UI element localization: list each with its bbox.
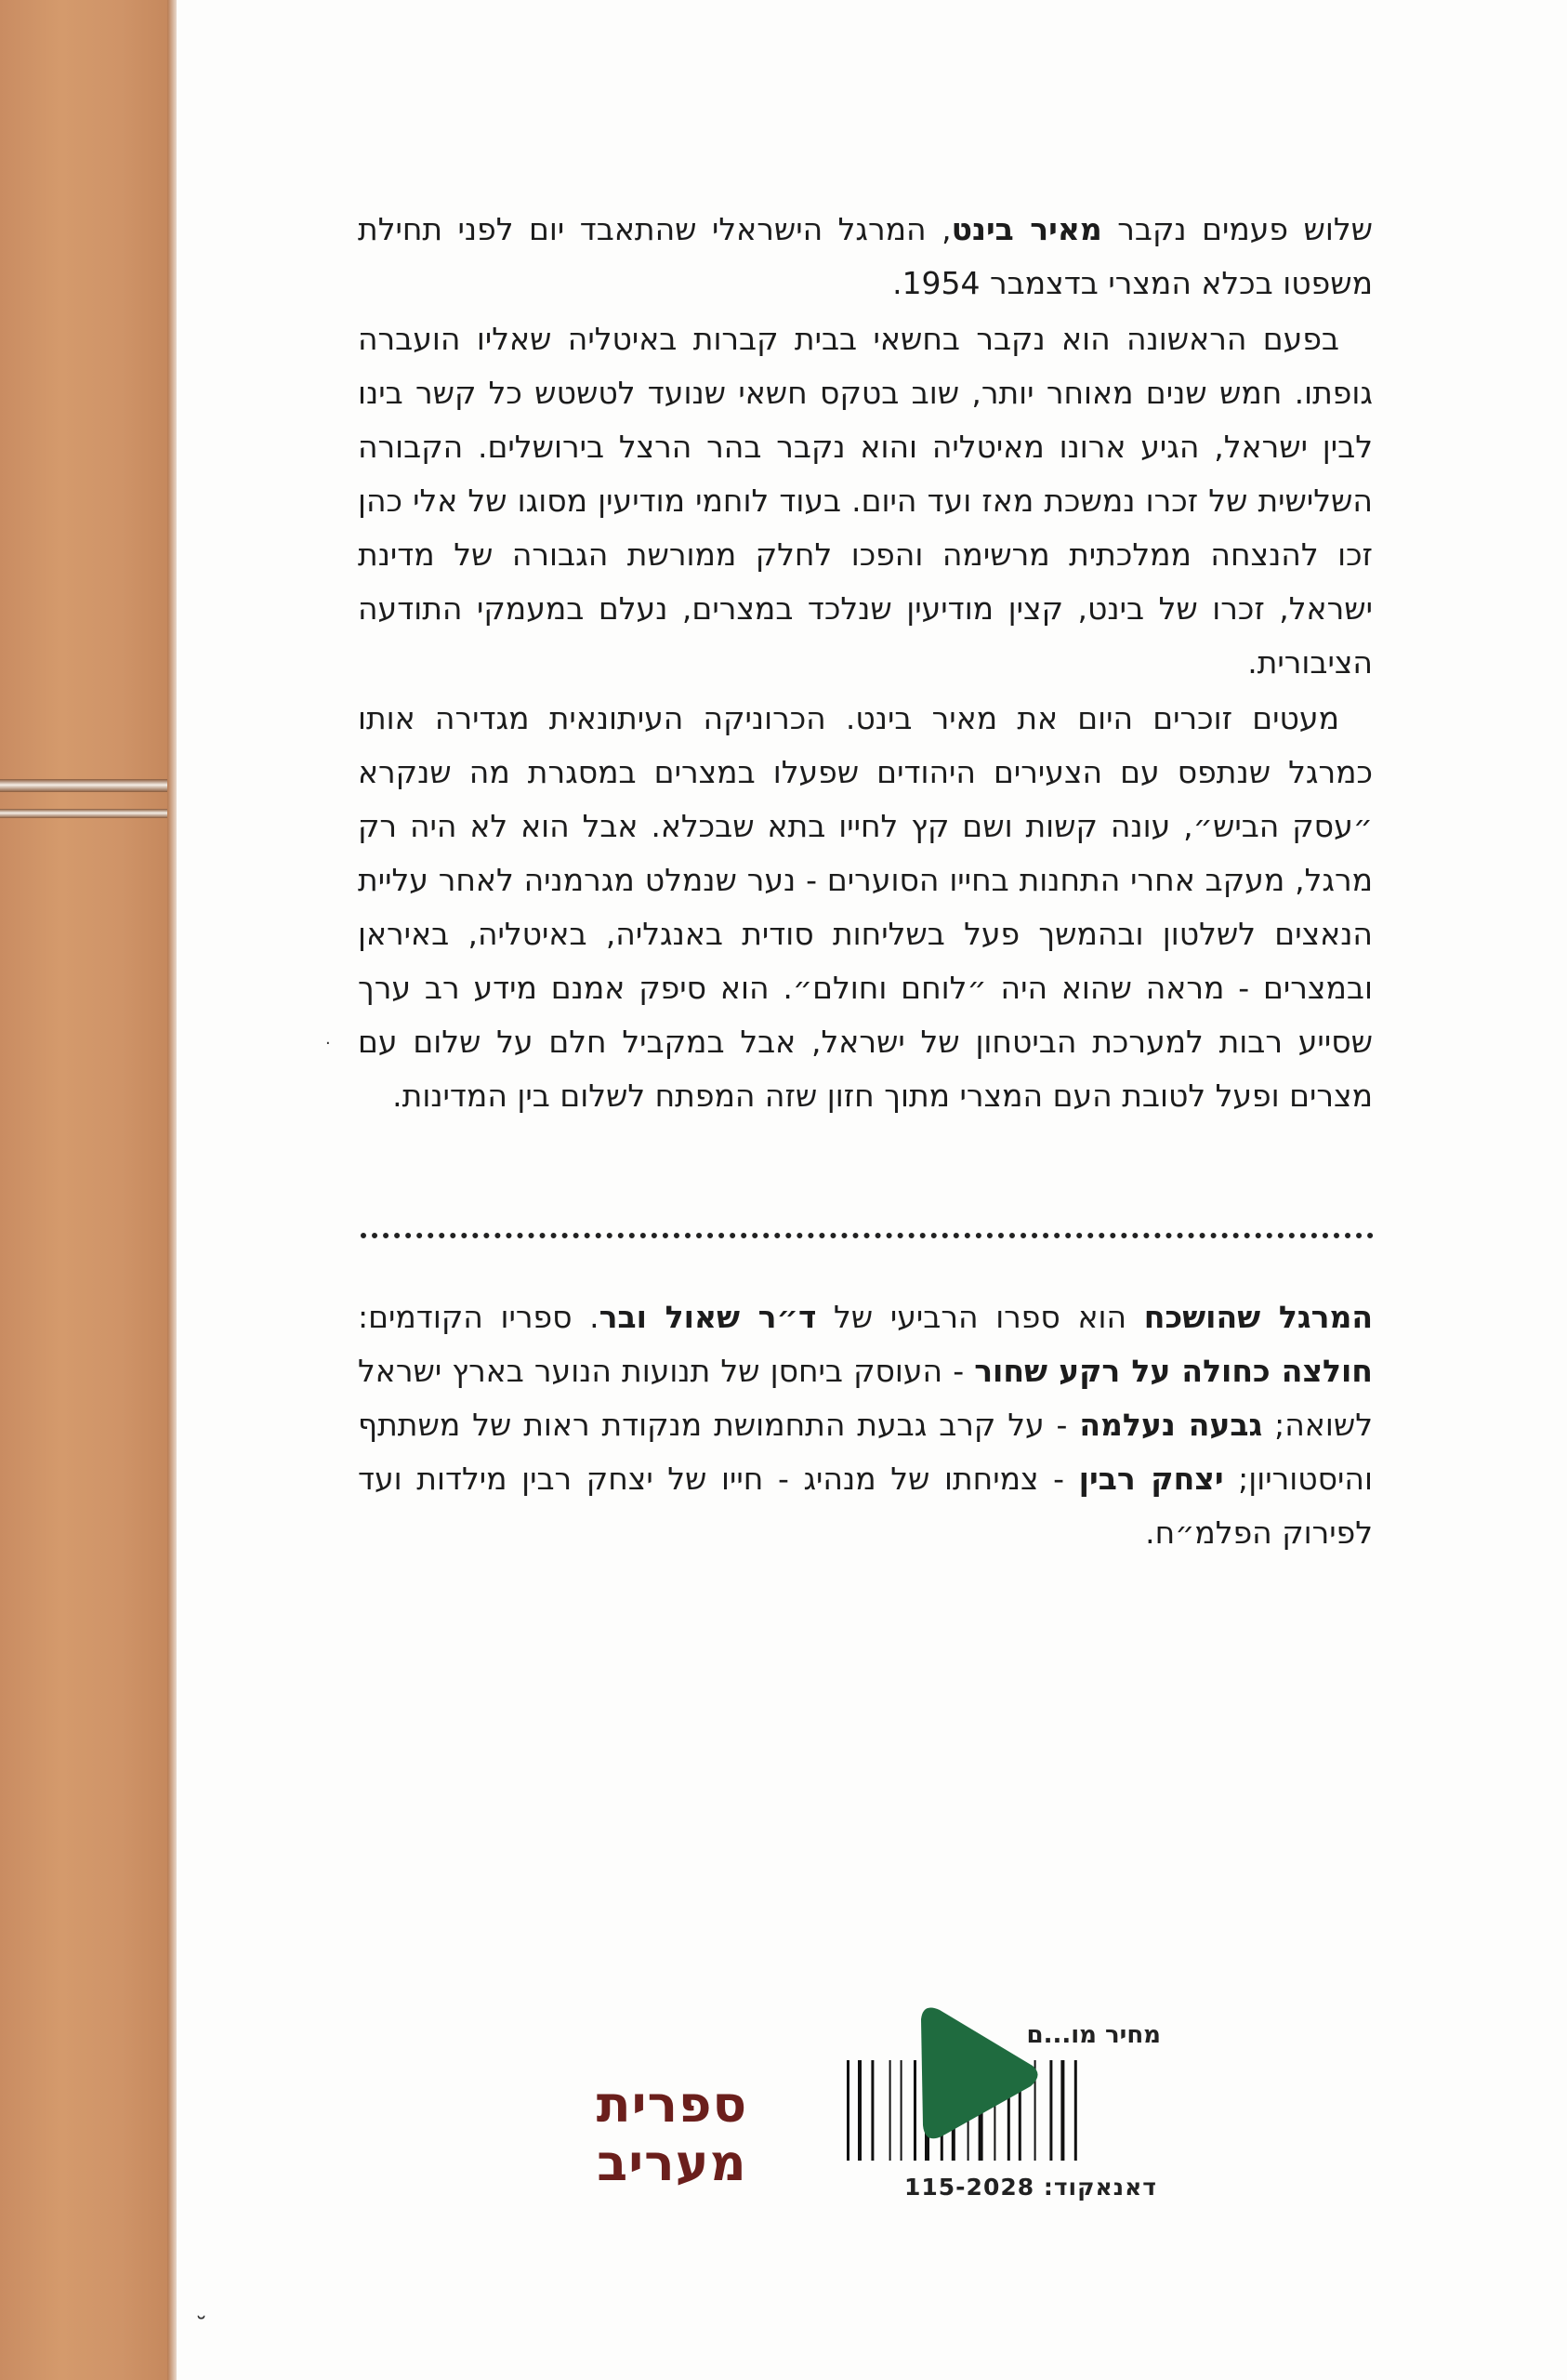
text-run: - צמיחתו של מנהיג - חייו של יצחק רבין מילדות ועד לפירוק הפלמ״ח. xyxy=(358,1461,1373,1551)
summary-paragraph-2 xyxy=(358,312,1373,690)
text-run: , המרגל הישראלי שהתאבד יום לפני תחילת משפטו בכלא המצרי בדצמבר 1954. xyxy=(358,211,1373,301)
barcode-bar xyxy=(847,2060,849,2161)
text-run: שלוש פעמים נקבר xyxy=(1101,211,1374,247)
barcode-bar xyxy=(1049,2060,1052,2161)
dotted-divider xyxy=(361,1233,1374,1244)
bold-text: המרגל שהושכח xyxy=(1143,1299,1374,1335)
barcode-bar xyxy=(901,2060,902,2161)
price-label: מחיר מו...ם xyxy=(1026,2021,1161,2049)
publisher-logo: ספרית מעריב xyxy=(596,2075,748,2192)
barcode-bar xyxy=(858,2060,862,2161)
text-run: - על קרב גבעת התחמושת מנקודת ראות של משתתף והיסטוריון; xyxy=(358,1407,1373,1497)
dot-mark: · xyxy=(325,1034,331,1053)
text-run: - העוסק ביחסן של תנועות הנוער בארץ ישראל לשואה; xyxy=(358,1353,1373,1443)
barcode-bar xyxy=(889,2060,891,2161)
text-run: . ספריו הקודמים: xyxy=(358,1299,599,1335)
text-run: מעטים זוכרים היום את מאיר בינט. הכרוניקה העיתונאית מגדירה אותו כמרגל שנתפס עם הצעירים היהודים שפעלו במצרים במסגרת מה שנקרא ״עסק הביש״, עונה קשות ושם קץ לחייו בתא שבכלא. אבל הוא לא היה רק מרגל, מעקב אחרי התחנות בחייו הסוערים - נער שנמלט מגרמניה לאחר עליית הנאצים לשלטון ובהמשך פעל בשליחות סודית באנגליה, באיטליה, באיראן ובמצרים - מראה שהוא היה ״לוחם וחולם״. הוא סיפק אמנם מידע רב ערך שסייע רבות למערכת הביטחון של ישראל, אבל במקביל חלם על שלום עם מצרים ופעל לטובת העם המצרי מתוך חזון שזה המפתח לשלום בין המדינות. xyxy=(358,700,1373,1114)
corner-mark: ˘ xyxy=(195,2313,207,2341)
bold-text: ד״ר שאול ובר xyxy=(599,1299,817,1335)
barcode-block xyxy=(841,2016,1205,2215)
bold-text: מאיר בינט xyxy=(951,211,1102,247)
bold-text: יצחק רבין xyxy=(1078,1461,1224,1497)
barcode-bar xyxy=(1060,2060,1064,2161)
spine-crease xyxy=(0,779,173,792)
summary-paragraph-3 xyxy=(358,692,1373,1123)
price-sticker xyxy=(904,2001,1044,2140)
book-summary xyxy=(358,203,1373,1125)
text-run: הוא ספרו הרביעי של xyxy=(816,1299,1144,1335)
spine-crease xyxy=(0,809,173,818)
author-about xyxy=(358,1290,1373,1560)
spine-edge xyxy=(167,0,177,2380)
bold-text: חולצה כחולה על רקע שחור xyxy=(974,1353,1373,1389)
book-spine xyxy=(0,0,173,2380)
barcode-bar xyxy=(1074,2060,1077,2161)
bold-text: גבעה נעלמה xyxy=(1079,1407,1263,1443)
summary-paragraph-1 xyxy=(358,203,1373,311)
barcode-bar xyxy=(871,2060,874,2161)
text-run: בפעם הראשונה הוא נקבר בחשאי בבית קברות באיטליה שאליו הועברה גופתו. חמש שנים מאוחר יותר, שוב בטקס חשאי שנועד לטשטש כל קשר בינו לבין ישראל, הגיע ארונו מאיטליה והוא נקבר בהר הרצל בירושלים. הקבורה השלישית של זכרו נמשכת מאז ועד היום. בעוד לוחמי מודיעין מסוגו של אלי כהן זכו להנצחה ממלכתית מרשימה והפכו לחלק ממורשת הגבורה של מדינת ישראל, זכרו של בינט, קצין מודיעין שנלכד במצרים, נעלם במעמקי התודעה הציבורית. xyxy=(358,321,1373,681)
danacode-label: דאנאקוד: 115-2028 xyxy=(904,2174,1157,2201)
